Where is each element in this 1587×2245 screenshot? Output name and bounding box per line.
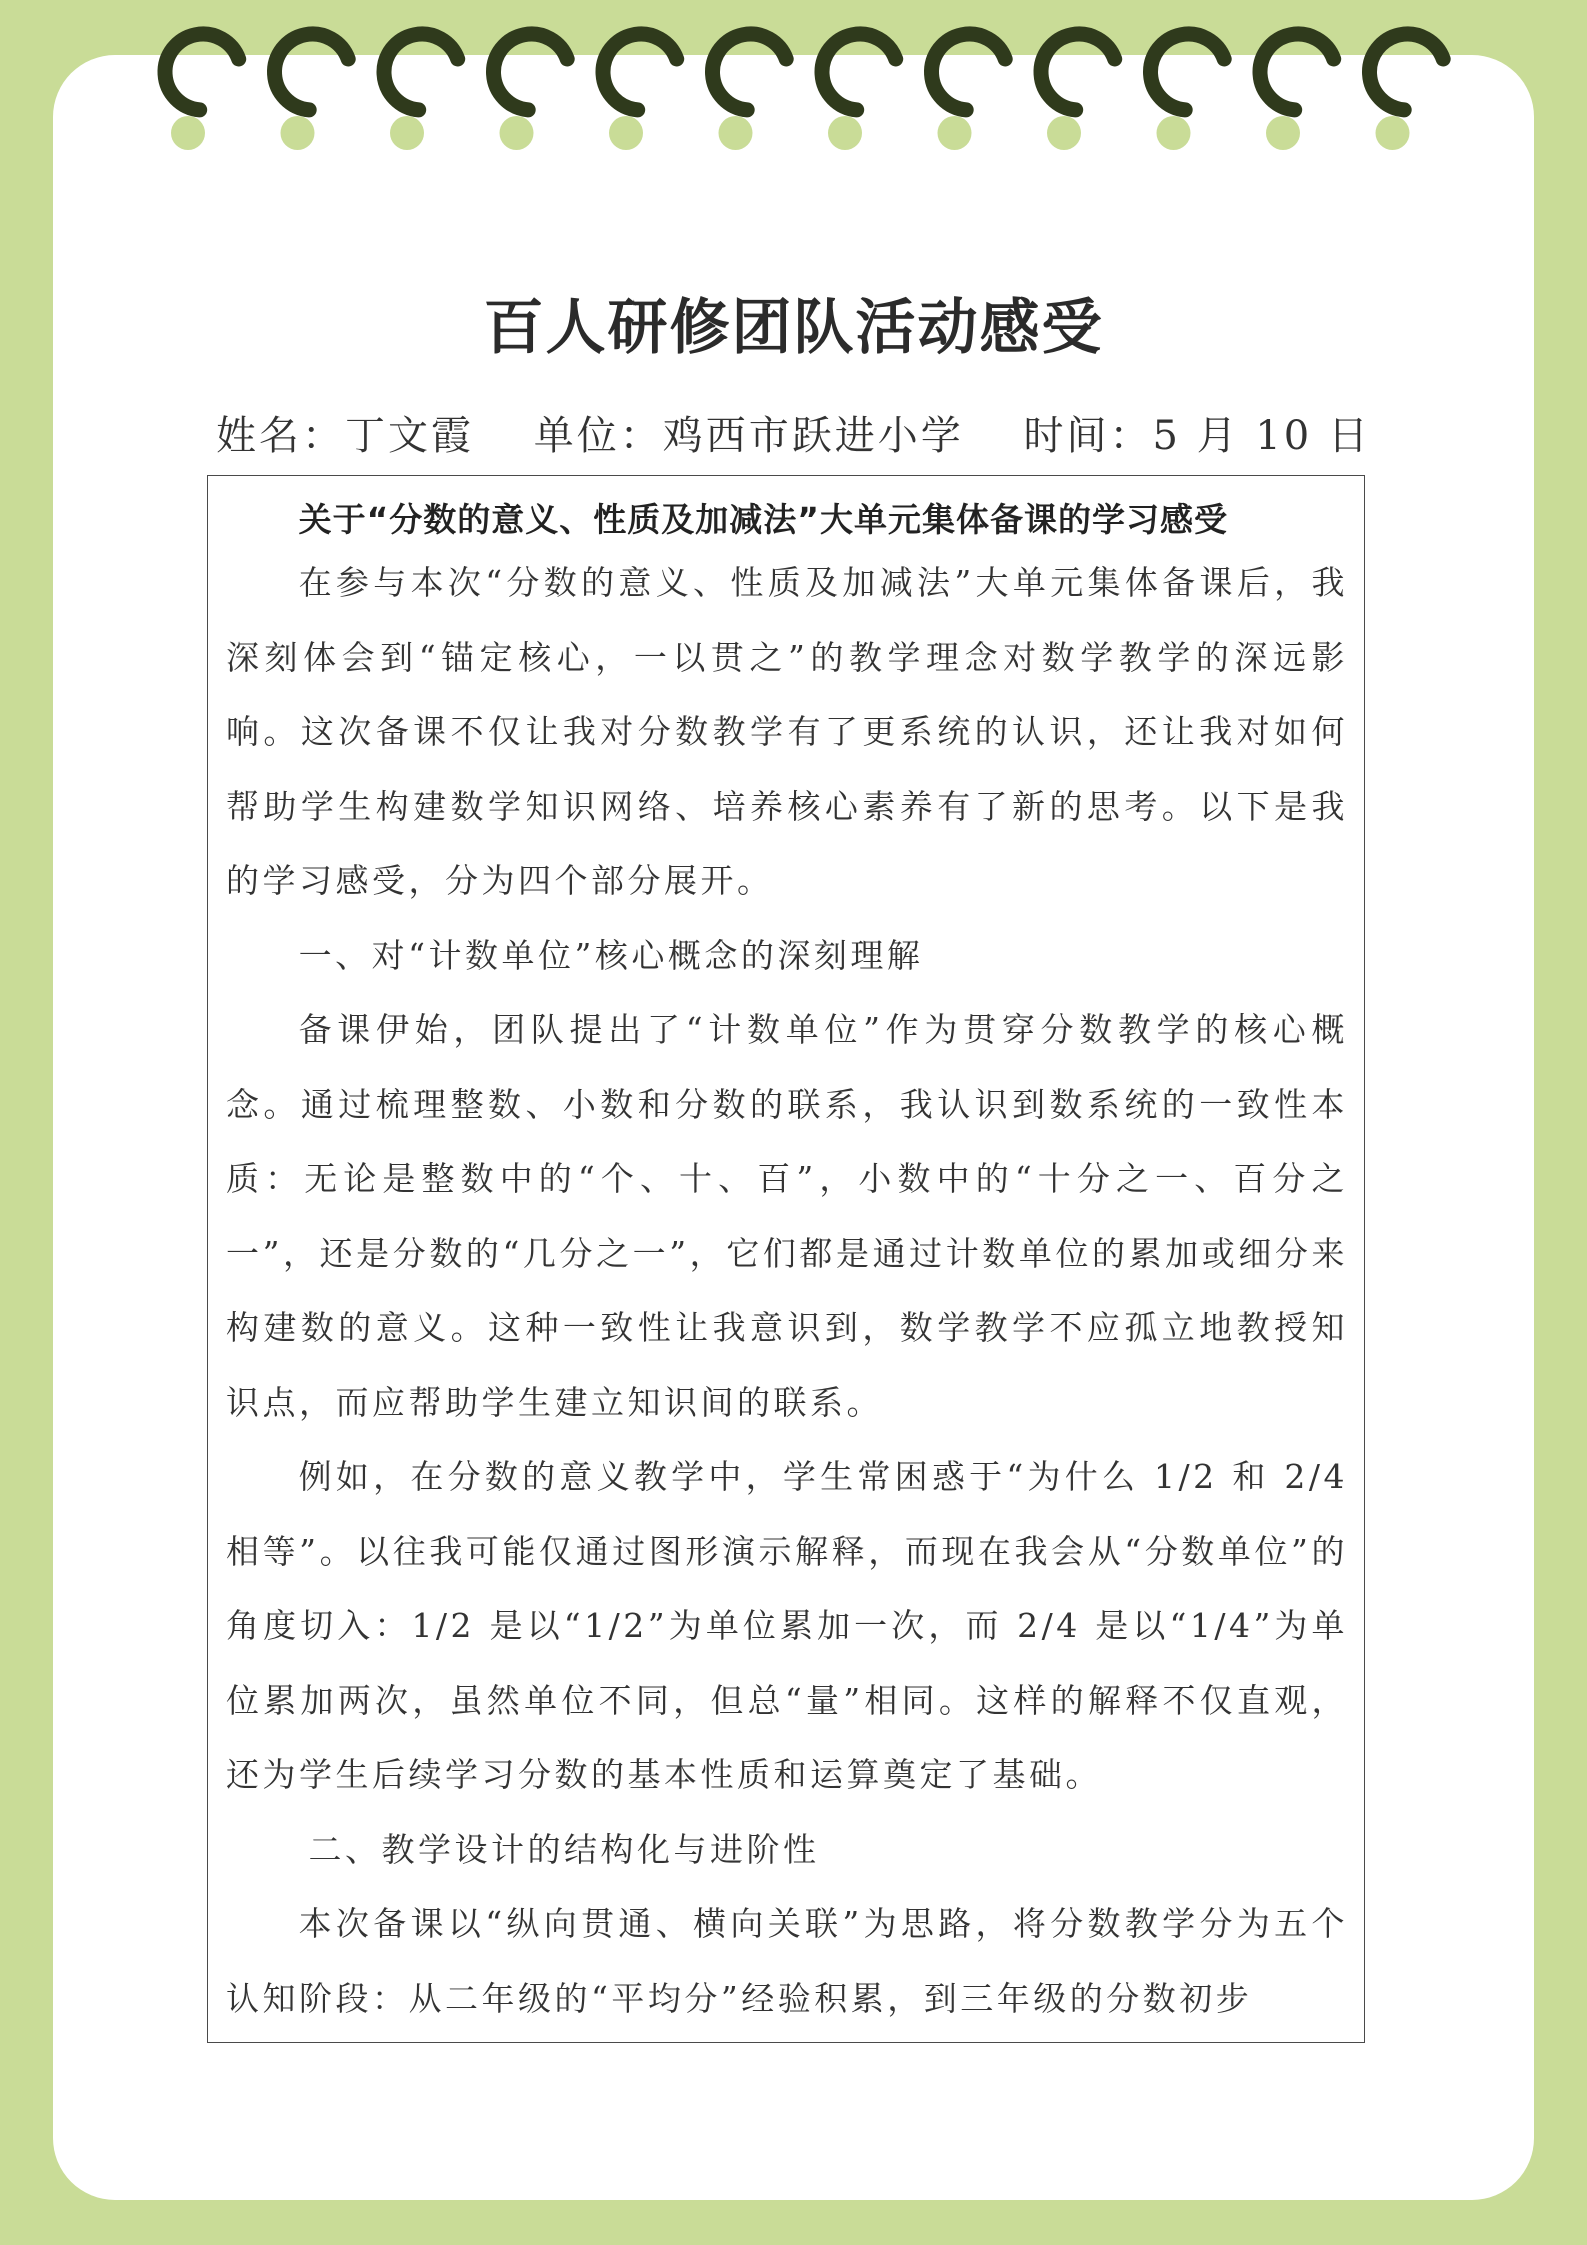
binding-hole (281, 116, 315, 150)
binding-ring (165, 34, 239, 110)
binding-hole (1047, 116, 1081, 150)
binding-hole (1157, 116, 1191, 150)
binding-hole (1266, 116, 1300, 150)
binding-ring (603, 34, 677, 110)
binding-hole (500, 116, 534, 150)
binding-hole (719, 116, 753, 150)
section-heading-1: 一、对“计数单位”核心概念的深刻理解 (298, 935, 924, 975)
binding-ring (822, 34, 896, 110)
binding-ring (1151, 34, 1225, 110)
binding-ring (1260, 34, 1334, 110)
binding-ring (1041, 34, 1115, 110)
page-title: 百人研修团队活动感受 (483, 293, 1104, 363)
paragraph-structure: 本次备课以“纵向贯通、横向关联”为思路，将分数教学分为五个认知阶段：从二年级的“平均分”经验积累，到三年级的分数初步 (226, 1904, 1348, 2018)
binding-ring (274, 34, 348, 110)
binding-ring (384, 34, 458, 110)
content-subtitle: 关于“分数的意义、性质及加减法”大单元集体备课的学习感受 (298, 500, 1228, 539)
binding-hole (390, 116, 424, 150)
binding-hole (828, 116, 862, 150)
author-info (0, 404, 1587, 461)
paragraph-intro: 在参与本次“分数的意义、性质及加减法”大单元集体备课后，我深刻体会到“锚定核心，一以贯之”的教学理念对数学教学的深远影响。这次备课不仅让我对分数教学有了更系统的认识，还让我对如何帮助学生构建数学知识网络、培养核心素养有了新的思考。以下是我的学习感受，分为四个部分展开。 (226, 563, 1348, 900)
binding-ring (712, 34, 786, 110)
binding-hole (938, 116, 972, 150)
binding-ring (931, 34, 1005, 110)
content-box (207, 475, 1365, 2043)
binding-hole (609, 116, 643, 150)
binding-hole (171, 116, 205, 150)
paragraph-counting-unit: 备课伊始，团队提出了“计数单位”作为贯穿分数教学的核心概念。通过梳理整数、小数和分数的联系，我认识到数系统的一致性本质：无论是整数中的“个、十、百”，小数中的“十分之一、百分之一”，还是分数的“几分之一”，它们都是通过计数单位的累加或细分来构建数的意义。这种一致性让我意识到，数学教学不应孤立地教授知识点，而应帮助学生建立知识间的联系。 (226, 1010, 1348, 1422)
activity-date: 时间：5 月 10 日 (1023, 413, 1371, 459)
author-name: 姓名：丁文霞 (216, 413, 475, 459)
spiral-binding (0, 0, 1587, 170)
author-unit: 单位：鸡西市跃进小学 (533, 413, 964, 459)
binding-ring (494, 34, 568, 110)
paragraph-example: 例如，在分数的意义教学中，学生常困惑于“为什么 1/2 和 2/4 相等”。以往我可能仅通过图形演示解释，而现在我会从“分数单位”的角度切入：1/2 是以“1/2”为单位累加一次，而 2/4 是以“1/4”为单位累加两次，虽然单位不同，但总“量”相同。这样的解释不仅直观，还为学生后续学习分数的基本性质和运算奠定了基础。 (226, 1457, 1348, 1794)
binding-hole (1376, 116, 1410, 150)
binding-ring (1370, 34, 1444, 110)
section-heading-2: 二、教学设计的结构化与进阶性 (308, 1829, 820, 1869)
